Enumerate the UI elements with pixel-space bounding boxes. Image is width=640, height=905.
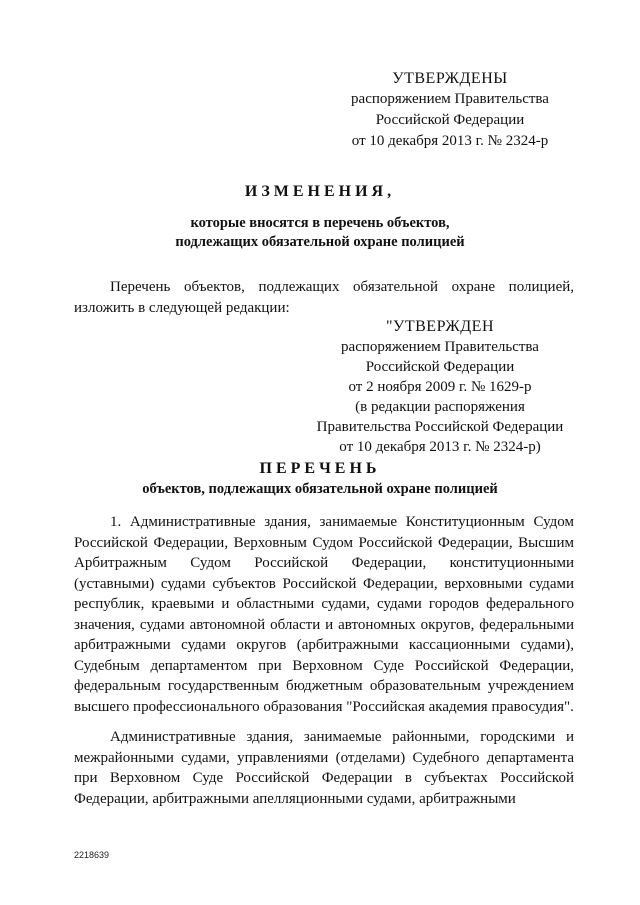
subtitle-line: подлежащих обязательной охране полицией (175, 234, 465, 250)
document-title: ИЗМЕНЕНИЯ, (244, 183, 396, 200)
list-paragraph: 1. Административные здания, занимаемые Конституционным Судом Российской Федерации, Верховным Судом Российской Федерации, Высшим Арбитражным Судом Российской Федерации, конституционными (уставными) судами субъектов Российской Федерации, верховными судами республик, краевыми и областными судами, судами городов федерального значения, судами автономной области и автономных округов, федеральными арбитражными судами округов (арбитражными кассационными судами), Судебным департаментом при Верховном Суде Российской Федерации, федеральным государственным бюджетным образовательным учреждением высшего профессионального образования "Российская академия правосудия". (74, 514, 574, 715)
inner-approval-heading: "УТВЕРЖДЕН (386, 318, 494, 335)
list-body (74, 512, 574, 819)
document-code: 2218639 (74, 850, 110, 860)
inner-approval-line: Правительства Российской Федерации (316, 419, 564, 435)
inner-approval-line: Российской Федерации (365, 359, 515, 375)
list-subtitle: объектов, подлежащих обязательной охране полицией (142, 481, 498, 497)
list-paragraph: Административные здания, занимаемые районными, городскими и межрайонными судами, управлениями (отделами) Судебного департамента при Верховном Суде Российской Федерации в субъектах Российской Федерации, арбитражными апелляционными судами, арбитражными (74, 729, 574, 807)
approval-line: от 10 декабря 2013 г. № 2324-р (351, 133, 549, 149)
inner-approval-line: распоряжением Правительства (341, 339, 539, 355)
inner-approval-block (290, 317, 590, 457)
inner-approval-line: от 2 ноября 2009 г. № 1629-р (348, 379, 532, 395)
subtitle-line: которые вносятся в перечень объектов, (190, 215, 450, 231)
intro-paragraph: Перечень объектов, подлежащих обязательной охране полицией, изложить в следующей редакции: (74, 279, 574, 316)
approval-line: Российской Федерации (375, 112, 525, 128)
approval-line: распоряжением Правительства (351, 91, 549, 107)
approval-heading: УТВЕРЖДЕНЫ (392, 70, 508, 87)
inner-approval-line: (в редакции распоряжения (355, 399, 525, 415)
inner-approval-line: от 10 декабря 2013 г. № 2324-р) (339, 439, 541, 455)
document-subtitle (60, 214, 580, 252)
list-title: ПЕРЕЧЕНЬ (259, 460, 381, 477)
approval-block (320, 68, 580, 152)
